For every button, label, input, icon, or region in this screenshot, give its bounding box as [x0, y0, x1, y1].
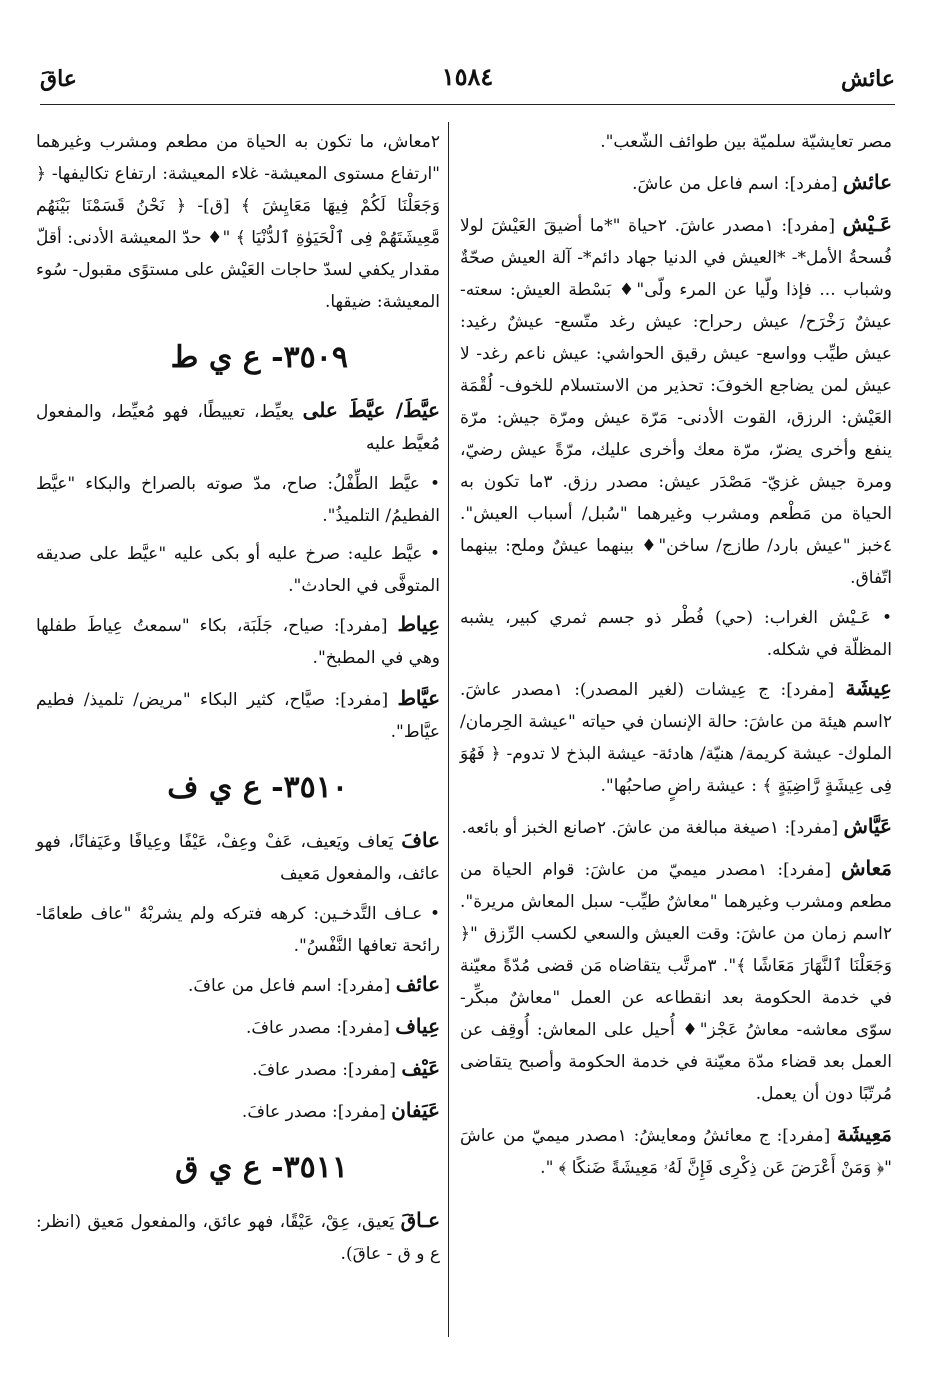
entry-definition: [مفرد]: اسم فاعل من عافَ. [188, 976, 396, 996]
root-section-heading: ٣٥٠٩- ع ي ط [170, 340, 348, 375]
entry-subsense: • عَـيْش الغراب: (حي) فُطْر ذو جسم ثمري كبير، يشبه المظلّة في شكله. [460, 608, 892, 660]
running-head-right: عائش [840, 66, 895, 92]
entry-headword: مَعِيشَة [837, 1122, 892, 1146]
entry-definition: [مفرد]: مصدر عافَ. [241, 1102, 392, 1122]
dictionary-entry [460, 208, 892, 594]
dictionary-entry [36, 824, 440, 890]
dictionary-entry [36, 682, 440, 748]
entry-definition: [مفرد]: اسم فاعل من عاشَ. [632, 174, 843, 194]
dictionary-entry [36, 394, 440, 460]
dictionary-entry [36, 968, 440, 1002]
entry-definition: [مفرد]: ج عِيشات (لغير المصدر): ١مصدر عاشَ. ٢اسم هيئة من عاشَ: حالة الإنسان في حياته "عيشة الحِرمان/ الملوك- عيشة كريمة/ هنيّة/ هادئة- عيشة البذخ لا تدوم- ﴿ فَهُوَ فِى عِيشَةٍ رَّاضِيَةٍ ﴾ : عيشة راضٍ صاحبُها". [460, 680, 892, 796]
entry-headword: عَيْف [401, 1056, 440, 1080]
entry-definition: [مفرد]: ١مصدر ميميّ من عاشَ: قوام الحياة من مطعم ومشرب وغيرهما "معاشٌ طيِّب- سبل المعاش مريرة". ٢اسم زمان من عاشَ: وقت العيش والسعي لكسب الرِّزق "﴿ وَجَعَلْنَا ٱلنَّهَارَ مَعَاشًا ﴾". ٣مرتَّب يتقاضاه مَن قضى مُدّةً معيّنة في خدمة الحكومة بعد انقطاعه عن العمل "معاشٌ مبكِّر- سوّى معاشه- معاشُ عَجْز"♦ أُحيل على المعاش: أُوقِف عن العمل بعد قضاء مدّة معيّنة في خدمة الحكومة وأصبح يتقاضى مُرتّبًا دون أن يعمل. [460, 860, 893, 1104]
entry-headword: عيَّطَ/ عيَّطَ على [302, 398, 440, 422]
dictionary-entry [36, 1052, 440, 1086]
entry-headword: عَـيْش [842, 212, 892, 236]
column-divider [448, 122, 449, 1337]
page-number: ١٥٨٤ [441, 62, 494, 91]
entry-definition: [مفرد]: صيَّاح، كثير البكاء "مريض/ تلميذ/ فطيم عيَّاط". [36, 690, 440, 742]
entry-definition: [مفرد]: مصدر عافَ. [252, 1060, 402, 1080]
right-column [460, 126, 892, 1192]
dictionary-entry [36, 608, 440, 674]
entry-headword: مَعاش [841, 856, 892, 880]
entry-headword: عَيَّاش [843, 814, 892, 838]
entry-definition: [مفرد]: ١صيغة مبالغة من عاشَ. ٢صانع الخبز أو بائعه. [461, 818, 844, 838]
entry-headword: عِيشَة [845, 676, 892, 700]
dictionary-entry [460, 166, 892, 200]
entry-definition: يعيِّط، تعييطًا، فهو مُعيِّط، والمفعول مُعيَّط عليه [36, 402, 440, 454]
entry-headword: عـاقَ [400, 1208, 440, 1232]
left-column [36, 126, 440, 1278]
entry-definition: يَعاف ويَعيف، عَفْ وعِفْ، عَيْفًا وعِيافًا وعَيَفانًا، فهو عائف، والمفعول مَعيف [36, 832, 440, 884]
entry-headword: عائش [842, 170, 892, 194]
entry-headword: عِياف [395, 1014, 440, 1038]
entry-definition: [مفرد]: مصدر عافَ. [246, 1018, 396, 1038]
root-section-heading: ٣٥١٠- ع ي ف [167, 770, 348, 805]
dictionary-entry [36, 1094, 440, 1128]
entry-definition: [مفرد]: ١مصدر عاشَ. ٢حياة "*ما أضيقَ العَيْشَ لولا فُسحةُ الأمل*- *العيش في الدنيا جهاد دائم*- آلة العيش صحّةٌ وشباب ... فإذا ولّيا عن المرء ولّى"♦ بَسْطة العيش: سعته- عيشٌ رَخْرَح/ عيش رحراح: عيش رغد متّسع- عيشٌ رغيد: عيش طيِّب وواسع- عيش رقيق الحواشي: عيش ناعم رغد- لا عيش لمن يضاجع الخوفَ: تحذير من الاستسلام للخوف- لُقْمَة العَيْش: الرزق، القوت الأدنى- مَرّة عيش ومرّة جيش: مرّة ينفع وأخرى يضرّ، مرّة معك وأخرى عليك، مرّةً عيش رضيّ، ومرة جيش غزيّ- مَصْدَر عيش: مصدر رزق. ٣ما تكون به الحياة من مَطْعم ومشرب وغيرهما "سُبل/ أسباب العيش". ٤خبز "عيش بارد/ طازج/ ساخن"♦ بينهما عيشٌ وملح: بينهما اتّفاق. [460, 216, 892, 588]
entry-definition: يَعيق، عِقْ، عَيْقًا، فهو عائق، والمفعول مَعيق (انظر: ع و ق - عاقَ). [36, 1212, 440, 1264]
entry-continuation: ٢معاش، ما تكون به الحياة من مطعم ومشرب وغيرهما "ارتفاع مستوى المعيشة- غلاء المعيشة: ارتفاع تكاليفها- ﴿ وَجَعَلْنَا لَكُمْ فِيهَا مَعَايِشَ ﴾ [ق]- ﴿ نَحْنُ قَسَمْنَا بَيْنَهُم مَّعِيشَتَهُمْ فِى ٱلْحَيَوٰةِ ٱلدُّنْيَا ﴾ "♦ حدّ المعيشة الأدنى: أقلّ مقدار يكفي لسدّ حاجات العَيْش على مستوًى مقبول- سُوء المعيشة: ضيقها. [36, 132, 440, 312]
page-header [40, 58, 895, 98]
entry-subsense: • عيَّط الطِّفْلُ: صاح، مدّ صوته بالصراخ والبكاء "عيَّط الفطيمُ/ التلميذُ". [36, 474, 440, 526]
running-head-left: عاقَ [40, 66, 77, 92]
entry-continuation: مصر تعايشيّة سلميّة بين طوائف الشّعب". [600, 132, 892, 152]
entry-headword: عائف [395, 972, 440, 996]
header-divider [40, 104, 895, 105]
entry-subsense: • عـاف التَّدخـين: كرهه فتركه ولم يشربْهُ "عاف طعامًا- رائحة تعافها النَّفْسُ". [36, 904, 440, 956]
root-section-heading: ٣٥١١- ع ي ق [175, 1150, 348, 1185]
entry-headword: عِياط [397, 612, 440, 636]
dictionary-entry [460, 852, 892, 1110]
dictionary-entry [36, 1204, 440, 1270]
dictionary-entry [460, 810, 892, 844]
dictionary-entry [36, 1010, 440, 1044]
dictionary-entry [460, 1118, 892, 1184]
entry-definition: [مفرد]: صياح، جَلَبَة، بكاء "سمعتُ عِياطَ طفلها وهي في المطبخ". [36, 616, 440, 668]
dictionary-entry [460, 672, 892, 802]
entry-headword: عيَّاط [397, 686, 440, 710]
entry-headword: عافَ [401, 828, 440, 852]
entry-headword: عَيَفان [391, 1098, 440, 1122]
entry-definition: [مفرد]: ج معائشُ ومعايشُ: ١مصدر ميميّ من عاشَ "﴿ وَمَنْ أَعْرَضَ عَن ذِكْرِى فَإِنَّ لَهُۥ مَعِيشَةً ضَنكًا ﴾ ". [460, 1126, 892, 1178]
entry-subsense: • عيَّط عليه: صرخ عليه أو بكى عليه "عيَّط على صديقه المتوفَّى في الحادث". [36, 544, 440, 596]
